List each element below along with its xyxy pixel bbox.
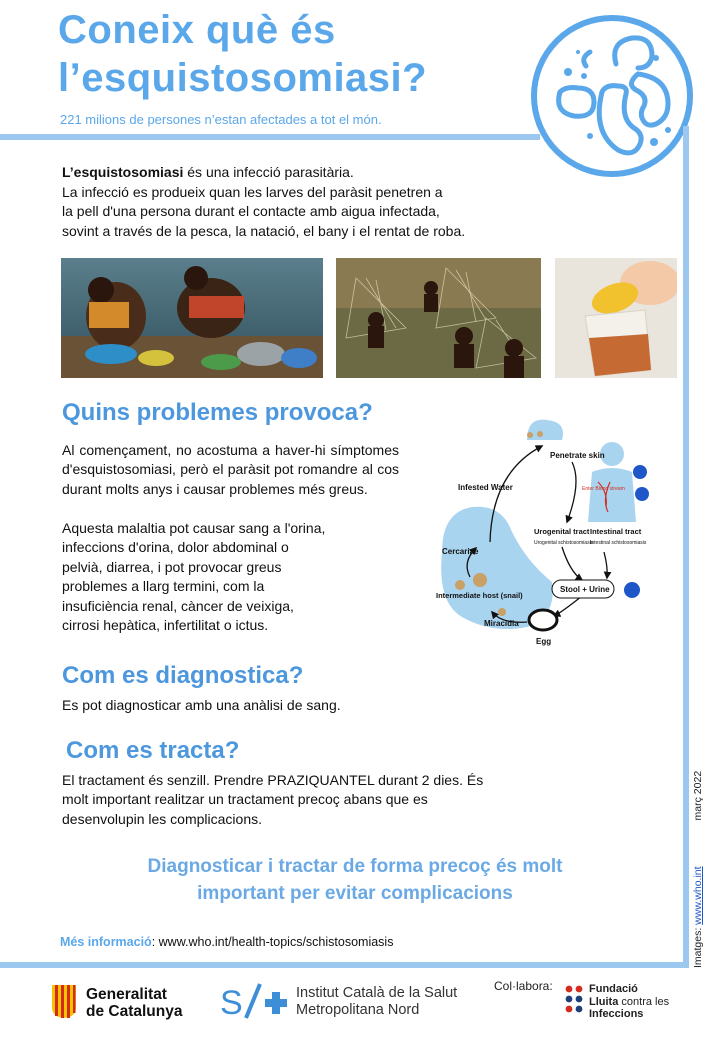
subtitle: 221 milions de persones n’estan afectades a tot el món.: [60, 112, 382, 127]
intro-paragraph: [62, 163, 542, 241]
treatment-line: desenvolupin les complicacions.: [62, 810, 262, 827]
intro-line-1: és una infecció parasitària.: [183, 164, 354, 180]
label-infested-water: Infested Water: [458, 483, 513, 492]
heading-treatment: Com es tracta?: [66, 737, 240, 764]
gencat-logo-icon: [50, 983, 78, 1019]
intro-line-4: sovint a través de la pesca, la natació, el bany i el rentat de roba.: [62, 222, 466, 239]
heading-problems: Quins problemes provoca?: [62, 399, 373, 426]
flc-line-2a: Lluita: [589, 995, 619, 1008]
problems-paragraph-1: Al començament, no acostuma a haver-hi símptomes d'esquistosomiasi, però el paràsit pot romandre al cos durant molts anys i causar problemes més greus.: [62, 442, 399, 497]
treatment-line: molt important realitzar un tractament precoç abans que es: [62, 791, 428, 808]
treatment-paragraph: [62, 771, 622, 829]
more-info: [60, 935, 393, 949]
photo-urine-sample: [555, 258, 677, 378]
svg-text:S: S: [220, 984, 243, 1020]
intro-term: L’esquistosomiasi: [62, 164, 184, 180]
images-label: Imatges:: [692, 924, 704, 968]
problems-line: infeccions d'orina, dolor abdominal o: [62, 539, 289, 556]
top-divider: [0, 134, 540, 140]
title-line-2: l’esquistosomiasi?: [58, 56, 428, 100]
heading-diagnosis: Com es diagnostica?: [62, 662, 304, 689]
flc-line-1: Fundació: [589, 983, 638, 995]
label-intestinal-tract: Intestinal tract: [590, 527, 642, 536]
side-note: [692, 771, 704, 968]
label-enter-blood: Enter Blood stream: [582, 486, 625, 492]
ics-line-1: Institut Català de la Salut: [296, 985, 458, 1001]
right-divider: [683, 126, 689, 964]
tagline-line-1: Diagnosticar i tractar de forma precoç és molt: [147, 856, 563, 877]
flc-line-3: Infeccions: [589, 1008, 644, 1020]
problems-line: cirrosi hepàtica, infertilitat o ictus.: [62, 617, 269, 634]
ics-line-2: Metropolitana Nord: [296, 1002, 420, 1018]
tagline-line-2: important per evitar complicacions: [197, 883, 513, 904]
intro-line-3: la pell d'una persona durant el contacte amb aigua infectada,: [62, 203, 440, 219]
date-label: març 2022: [692, 770, 704, 821]
more-info-url[interactable]: : www.who.int/health-topics/schistosomiasis: [151, 935, 394, 949]
label-urogenital-tract: Urogenital tract: [534, 527, 590, 536]
title-line-1: Coneix què és: [58, 8, 336, 52]
photo-fishing-nets: [336, 258, 541, 378]
problems-line: insuficiència renal, càncer de veixiga,: [62, 597, 294, 614]
diagnosis-text: Es pot diagnosticar amb una anàlisi de sang.: [62, 697, 341, 713]
flc-logo-icon: [565, 985, 585, 1015]
label-intermediate-host: Intermediate host (snail): [436, 591, 523, 600]
problems-line: problemes a llarg termini, com la: [62, 578, 265, 595]
gencat-line-1: Generalitat: [86, 986, 167, 1003]
flc-wordmark: [589, 983, 669, 1021]
problems-line: pelvià, diarrea, i pot provocar greus: [62, 558, 282, 575]
page-title: [58, 6, 508, 102]
label-intestinal-sub: Intestinal schistosomiasis: [590, 540, 647, 546]
flc-line-2b: contra les: [618, 995, 670, 1008]
ics-wordmark: [296, 985, 457, 1019]
bacteria-icon: [528, 12, 696, 180]
label-egg: Egg: [536, 637, 552, 646]
gencat-wordmark: [86, 986, 182, 1020]
problems-line: Aquesta malaltia pot causar sang a l'orina,: [62, 520, 326, 536]
label-miracidia: Miracidia: [484, 619, 519, 628]
tagline: [70, 853, 640, 907]
bottom-divider: [0, 962, 689, 968]
photo-washing-clothes: [61, 258, 323, 378]
gencat-line-2: de Catalunya: [86, 1003, 183, 1020]
intro-line-2: La infecció es produeix quan les larves del paràsit penetren a: [62, 183, 443, 200]
label-stool-urine: Stool + Urine: [560, 585, 610, 594]
images-link[interactable]: www.who.int: [692, 866, 704, 925]
label-cercariae: Cercariae: [442, 547, 479, 556]
label-urogenital-sub: Urogenital schistosomiasis: [534, 540, 594, 546]
ics-logo-icon: [220, 982, 292, 1020]
label-penetrate-skin: Penetrate skin: [550, 451, 605, 460]
collab-label: Col·labora:: [494, 979, 553, 993]
treatment-line: El tractament és senzill. Prendre PRAZIQUANTEL durant 2 dies. És: [62, 772, 484, 788]
problems-paragraph-2: [62, 519, 399, 635]
more-info-label: Més informació: [60, 935, 152, 949]
life-cycle-diagram: [432, 412, 662, 652]
